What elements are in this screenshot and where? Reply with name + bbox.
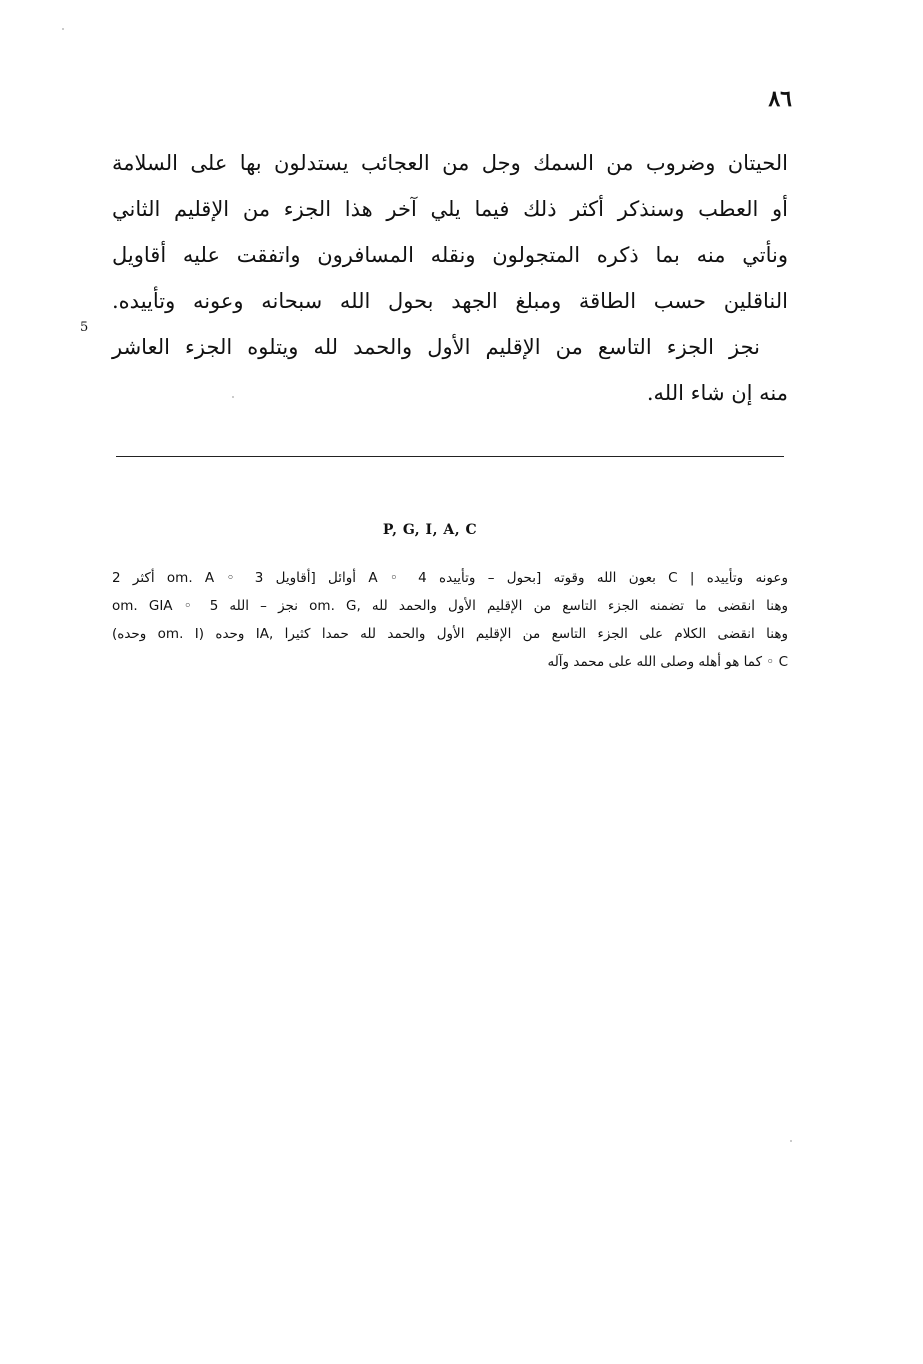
text-line: ونأتي منه بما ذكره المتجولون ونقله المسافرون واتفقت عليه أقاويل [112,243,788,267]
text-line: الناقلين حسب الطاقة ومبلغ الجهد بحول الله سبحانه وعونه وتأييده. [112,289,788,313]
footnote-divider [116,456,784,457]
margin-line-number: 5 [80,320,89,335]
text-line: الحيتان وضروب من السمك وجل من العجائب يستدلون بها على السلامة [112,151,788,175]
manuscript-sigla: P, G, I, A, C [382,522,478,538]
main-text-block [112,140,788,416]
apparatus-line: وعونه وتأييده | C بعون الله وقوته [بحول – وتأييده A ◦ 4 أوائل [أقاويل 3 ◦ om. A أكثر 2 [112,570,788,586]
text-line: نجز الجزء التاسع من الإقليم الأول والحمد لله ويتلوه الجزء العاشر [112,335,760,359]
apparatus-line: وهنا انقضى ما تضمنه الجزء التاسع من الإقليم الأول والحمد لله ,om. G نجز – الله 5 ◦ om. GIA [112,598,788,614]
scan-speck [232,396,234,398]
text-line: أو العطب وسنذكر أكثر ذلك فيما يلي آخر هذا الجزء من الإقليم الثاني [112,197,788,221]
apparatus-line: وهنا انقضى الكلام على الجزء التاسع من الإقليم الأول والحمد لله حمدا كثيرا ,IA وحده (om. I وحده) [112,626,788,642]
page-number: ٨٦ [768,86,792,112]
text-line: منه إن شاء الله. [646,381,788,405]
scan-speck [790,1140,792,1142]
scan-speck [62,28,64,30]
apparatus-line: C ◦ كما هو أهله وصلى الله على محمد وآله [547,654,788,670]
critical-apparatus [112,564,788,676]
